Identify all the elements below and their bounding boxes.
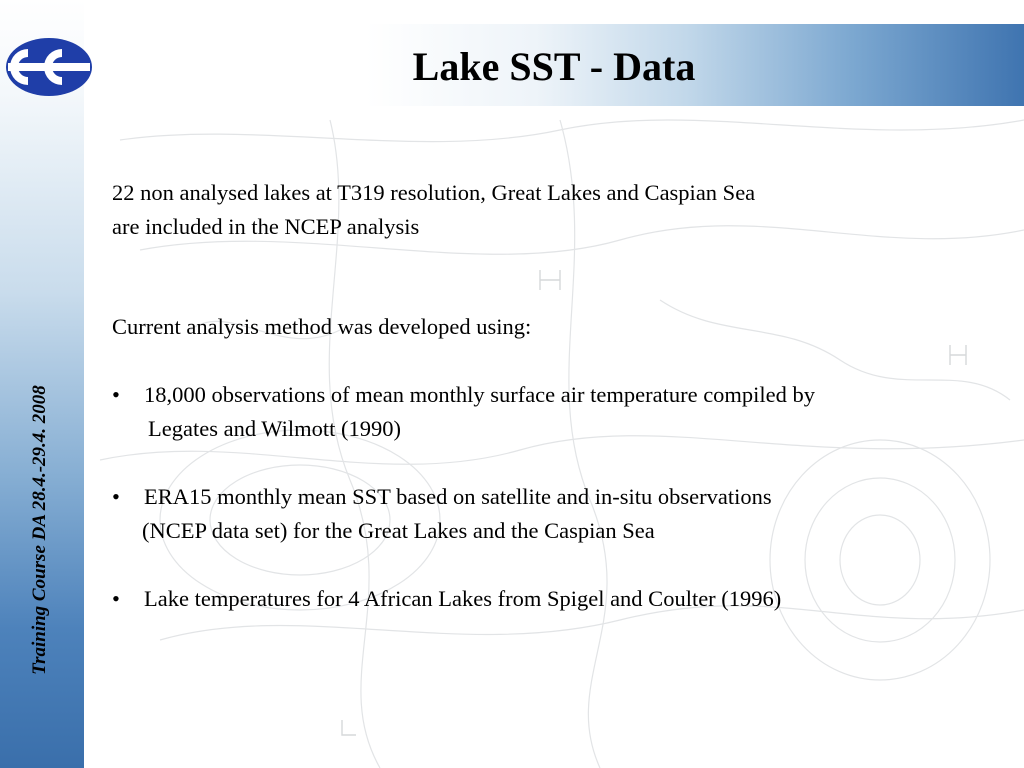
page-title: Lake SST - Data <box>412 44 696 89</box>
bullet-icon: • <box>112 484 120 509</box>
bullet-icon: • <box>112 382 120 407</box>
bullet-2-line-1: ERA15 monthly mean SST based on satellite and in-situ observations <box>144 484 772 509</box>
bullet-2-line-2: (NCEP data set) for the Great Lakes and the Caspian Sea <box>142 518 655 543</box>
bullet-item-3 <box>112 582 1012 616</box>
bullet-3-line-1: Lake temperatures for 4 African Lakes from Spigel and Coulter (1996) <box>144 586 782 611</box>
bullet-item-2 <box>112 480 1012 548</box>
method-heading: Current analysis method was developed using: <box>112 314 532 339</box>
bullet-1-line-2: Legates and Wilmott (1990) <box>148 416 401 441</box>
intro-line-1: 22 non analysed lakes at T319 resolution, Great Lakes and Caspian Sea <box>112 180 756 205</box>
ecmwf-logo-icon <box>4 36 94 98</box>
bullet-1-line-1: 18,000 observations of mean monthly surface air temperature compiled by <box>144 382 816 407</box>
slide-body <box>112 176 1012 616</box>
bullet-icon: • <box>112 586 120 611</box>
bullet-item-1 <box>112 378 1012 446</box>
intro-line-2: are included in the NCEP analysis <box>112 214 420 239</box>
course-side-label: Training Course DA 28.4.-29.4. 2008 <box>29 385 50 675</box>
